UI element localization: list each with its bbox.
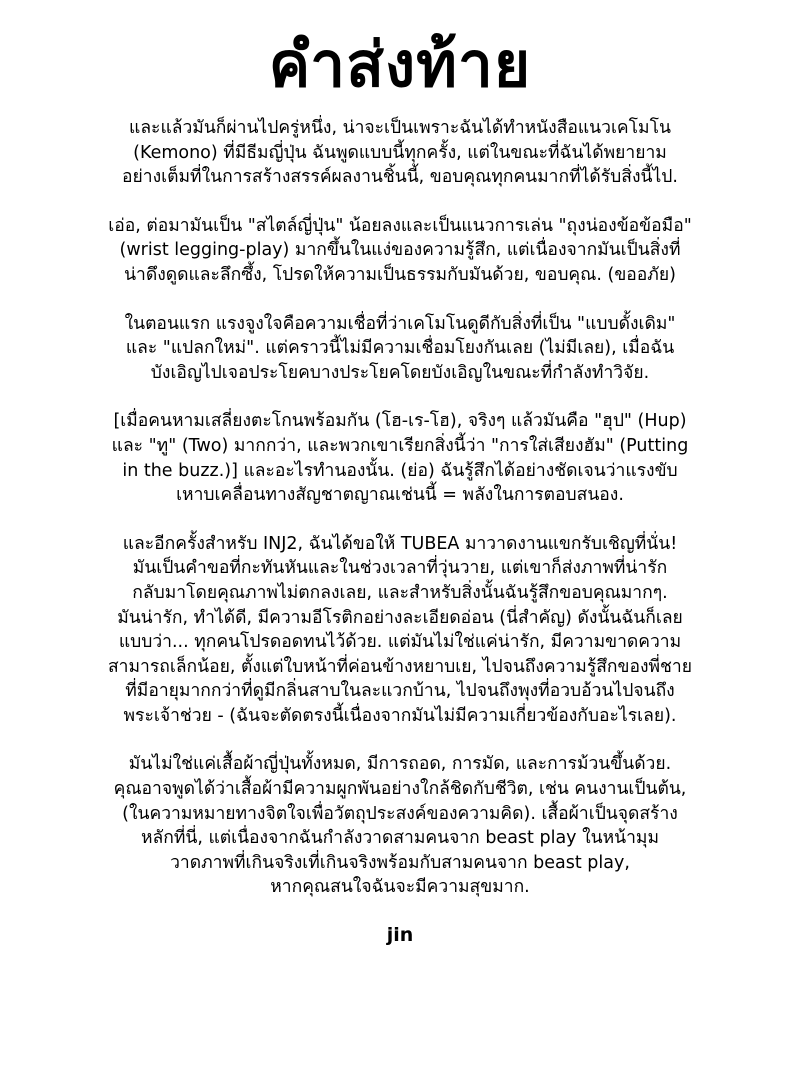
text-line: บังเอิญไปเจอประโยคบางประโยคโดยบังเอิญในขณะที่กำลังทำวิจัย. [150, 362, 650, 383]
text-line: คุณอาจพูดได้ว่าเสื้อผ้ามีความผูกพันอย่างใกล้ชิดกับชีวิต, เช่น คนงานเป็นต้น, [113, 779, 687, 800]
paragraph-3 [30, 312, 770, 386]
paragraph-5 [30, 532, 770, 729]
text-line: แบบว่า... ทุกคนโปรดอดทนไว้ด้วย. แต่มันไม่ใช่แค่น่ารัก, มีความขาดความ [118, 632, 682, 653]
text-line: in the buzz.)] และอะไรทำนองนั้น. (ย่อ) ฉันรู้สึกได้อย่างชัดเจนว่าแรงขับ [122, 460, 678, 481]
text-line: [เมื่อคนหามเสลี่ยงตะโกนพร้อมกัน (โฮ-เร-โฮ), จริงๆ แล้วมันคือ "ฮุป" (Hup) [113, 411, 687, 432]
text-line: (Kemono) ที่มีธีมญี่ปุ่น ฉันพูดแบบนี้ทุกครั้ง, แต่ในขณะที่ฉันได้พยายาม [133, 142, 667, 163]
text-line: (wrist legging-play) มากขึ้นในแง่ของความรู้สึก, แต่เนื่องจากมันเป็นสิ่งที่ [119, 240, 681, 261]
paragraph-6 [30, 752, 770, 900]
text-line: หากคุณสนใจฉันจะมีความสุขมาก. [270, 877, 530, 898]
text-line: วาดภาพที่เกินจริงเที่เกินจริงพร้อมกับสามคนจาก beast play, [170, 852, 630, 873]
text-line: มันเป็นคำขอที่กะทันหันและในช่วงเวลาที่วุ่นวาย, แต่เขาก็ส่งภาพที่น่ารัก [132, 558, 668, 579]
text-line: หลักที่นี่, แต่เนื่องจากฉันกำลังวาดสามคนจาก beast play ในหน้ามุม [140, 828, 659, 849]
text-line: และ "ทู" (Two) มากกว่า, และพวกเขาเรียกสิ่งนี้ว่า "การใส่เสียงฮัม" (Putting [111, 435, 689, 456]
paragraph-1 [30, 116, 770, 190]
text-line: ที่มีอายุมากกว่าที่ดูมีกลิ่นสาบในละแวกบ้าน, ไปจนถึงพุงที่อวบอ้วนไปจนถึง [125, 681, 675, 702]
text-line: และอีกครั้งสำหรับ INJ2, ฉันได้ขอให้ TUBEA มาวาดงานแขกรับเชิญที่นั่น! [122, 533, 678, 554]
text-line: (ในความหมายทางจิตใจเพื่อวัตถุประสงค์ของความคิด). เสื้อผ้าเป็นจุดสร้าง [122, 803, 678, 824]
text-line: เหาบเคลื่อนทางสัญชาตญาณเช่นนี้ = พลังในการตอบสนอง. [176, 485, 624, 506]
text-line: น่าดึงดูดและลึกซึ้ง, โปรดให้ความเป็นธรรมกับมันด้วย, ขอบคุณ. (ขออภัย) [124, 264, 676, 285]
text-line: มันน่ารัก, ทำได้ดี, มีความอีโรติกอย่างละเอียดอ่อน (นี่สำคัญ) ดังนั้นฉันก็เลย [117, 607, 683, 628]
paragraph-4 [30, 409, 770, 507]
author-signature: jin [386, 924, 414, 947]
text-line: กลับมาโดยคุณภาพไม่ตกลงเลย, และสำหรับสิ่งนั้นฉันรู้สึกขอบคุณมากๆ. [132, 582, 668, 603]
text-line: เอ่อ, ต่อมามันเป็น "สไตล์ญี่ปุ่น" น้อยลงและเป็นแนวการเล่น "ถุงน่องข้อข้อมือ" [108, 215, 692, 236]
text-line: และ "แปลกใหม่". แต่คราวนี้ไม่มีความเชื่อมโยงกันเลย (ไม่มีเลย), เมื่อฉัน [125, 338, 675, 359]
text-line: และแล้วมันก็ผ่านไปครู่หนึ่ง, น่าจะเป็นเพราะฉันได้ทำหนังสือแนวเคโมโน [129, 118, 671, 138]
text-line: สามารถเล็กน้อย, ตั้งแต่ใบหน้าที่ค่อนข้างหยาบเย, ไปจนถึงความรู้สึกของพี่ชาย [107, 656, 693, 677]
text-line: มันไม่ใช่แค่เสื้อผ้าญี่ปุ่นทั้งหมด, มีการถอด, การมัด, และการม้วนขึ้นด้วย. [128, 754, 672, 775]
page-title: คำส่งท้าย [268, 28, 532, 101]
text-line: อย่างเต็มที่ในการสร้างสรรค์ผลงานชิ้นนี้, ขอบคุณทุกคนมากที่ได้รับสิ่งนี้ไป. [122, 167, 678, 188]
text-line: พระเจ้าช่วย - (ฉันจะตัดตรงนี้เนื่องจากมันไม่มีความเกี่ยวข้องกับอะไรเลย). [123, 705, 677, 726]
text-line: ในตอนแรก แรงจูงใจคือความเชื่อที่ว่าเคโมโนดูดีกับสิ่งที่เป็น "แบบดั้งเดิม" [124, 313, 676, 334]
paragraph-2 [30, 214, 770, 288]
